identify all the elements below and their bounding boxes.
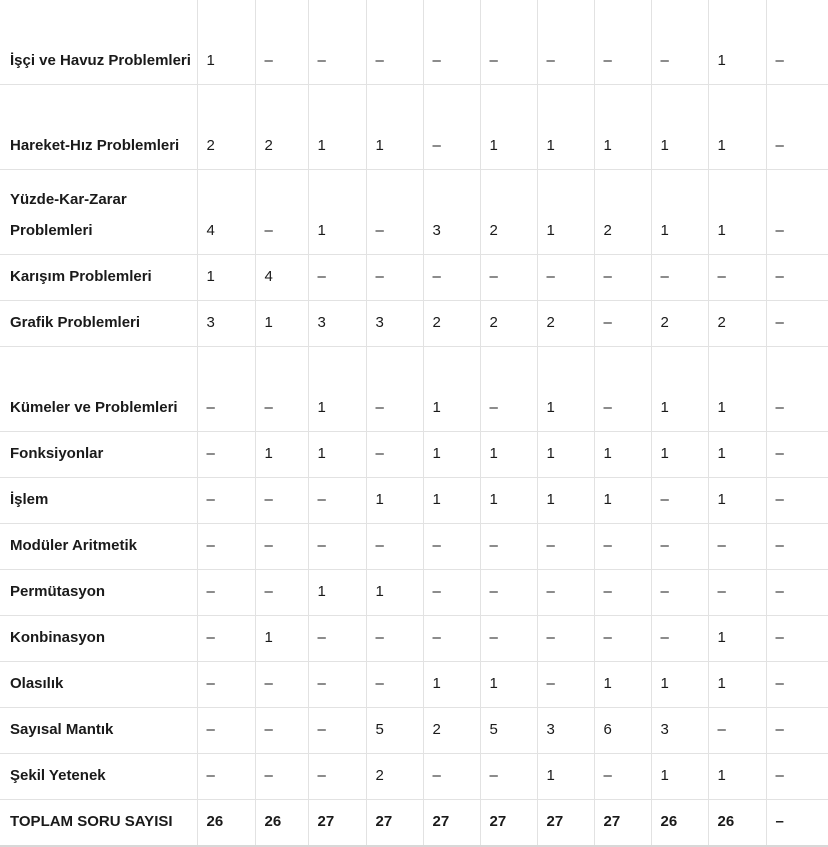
count-cell: – xyxy=(708,708,766,754)
count-cell: 1 xyxy=(594,478,651,524)
count-cell: – xyxy=(423,0,480,85)
count-cell: – xyxy=(255,170,308,255)
count-cell: 4 xyxy=(197,170,255,255)
count-cell: – xyxy=(766,85,828,170)
count-cell: 1 xyxy=(480,662,537,708)
count-cell: – xyxy=(766,570,828,616)
count-cell: – xyxy=(423,616,480,662)
count-cell: – xyxy=(366,255,423,301)
count-cell: 1 xyxy=(537,478,594,524)
count-cell: 1 xyxy=(255,432,308,478)
count-cell: – xyxy=(708,570,766,616)
total-label: TOPLAM SORU SAYISI xyxy=(0,800,197,846)
count-cell: 1 xyxy=(537,85,594,170)
count-cell: 3 xyxy=(423,170,480,255)
total-cell: – xyxy=(766,800,828,846)
count-cell: – xyxy=(255,570,308,616)
count-cell: – xyxy=(594,301,651,347)
count-cell: – xyxy=(255,708,308,754)
count-cell: 1 xyxy=(197,0,255,85)
count-cell: – xyxy=(197,478,255,524)
count-cell: – xyxy=(708,255,766,301)
count-cell: 1 xyxy=(708,478,766,524)
count-cell: – xyxy=(766,478,828,524)
count-cell: 6 xyxy=(594,708,651,754)
count-cell: 2 xyxy=(708,301,766,347)
count-cell: 1 xyxy=(480,432,537,478)
table-row xyxy=(0,432,828,478)
table-row xyxy=(0,754,828,800)
topic-label: Karışım Problemleri xyxy=(0,255,197,301)
count-cell: – xyxy=(255,347,308,432)
count-cell: – xyxy=(766,708,828,754)
count-cell: – xyxy=(308,616,366,662)
count-cell: – xyxy=(366,432,423,478)
table-row xyxy=(0,662,828,708)
count-cell: – xyxy=(366,524,423,570)
count-cell: – xyxy=(651,0,708,85)
count-cell: – xyxy=(766,662,828,708)
count-cell: – xyxy=(594,255,651,301)
count-cell: – xyxy=(766,301,828,347)
table-row xyxy=(0,524,828,570)
count-cell: – xyxy=(537,570,594,616)
count-cell: 1 xyxy=(366,85,423,170)
count-cell: – xyxy=(197,708,255,754)
count-cell: – xyxy=(308,0,366,85)
count-cell: – xyxy=(766,0,828,85)
count-cell: – xyxy=(537,616,594,662)
count-cell: – xyxy=(537,524,594,570)
count-cell: – xyxy=(480,0,537,85)
count-cell: 1 xyxy=(423,478,480,524)
total-cell: 26 xyxy=(255,800,308,846)
count-cell: – xyxy=(594,524,651,570)
count-cell: – xyxy=(651,570,708,616)
count-cell: – xyxy=(366,616,423,662)
count-cell: 3 xyxy=(366,301,423,347)
count-cell: 1 xyxy=(480,478,537,524)
count-cell: – xyxy=(766,754,828,800)
count-cell: – xyxy=(480,347,537,432)
count-cell: 2 xyxy=(594,170,651,255)
count-cell: 1 xyxy=(651,662,708,708)
count-cell: 1 xyxy=(651,170,708,255)
count-cell: – xyxy=(197,432,255,478)
count-cell: 1 xyxy=(594,662,651,708)
count-cell: – xyxy=(480,524,537,570)
count-cell: – xyxy=(651,524,708,570)
topic-label: Modüler Aritmetik xyxy=(0,524,197,570)
count-cell: – xyxy=(537,255,594,301)
count-cell: 1 xyxy=(651,754,708,800)
total-cell: 26 xyxy=(197,800,255,846)
count-cell: 1 xyxy=(423,347,480,432)
count-cell: – xyxy=(594,570,651,616)
count-cell: 2 xyxy=(651,301,708,347)
count-cell: 2 xyxy=(537,301,594,347)
total-cell: 27 xyxy=(594,800,651,846)
count-cell: – xyxy=(537,662,594,708)
count-cell: – xyxy=(366,662,423,708)
count-cell: – xyxy=(197,570,255,616)
count-cell: 1 xyxy=(651,347,708,432)
count-cell: 1 xyxy=(197,255,255,301)
count-cell: – xyxy=(255,662,308,708)
count-cell: – xyxy=(480,570,537,616)
table-row xyxy=(0,616,828,662)
count-cell: 1 xyxy=(537,432,594,478)
count-cell: – xyxy=(651,478,708,524)
topic-label: Permütasyon xyxy=(0,570,197,616)
count-cell: 1 xyxy=(308,570,366,616)
total-row xyxy=(0,800,828,846)
count-cell: 4 xyxy=(255,255,308,301)
topic-label: Konbinasyon xyxy=(0,616,197,662)
count-cell: 1 xyxy=(708,616,766,662)
count-cell: 3 xyxy=(308,301,366,347)
count-cell: – xyxy=(594,0,651,85)
count-cell: – xyxy=(308,255,366,301)
topic-label: Şekil Yetenek xyxy=(0,754,197,800)
table-row xyxy=(0,347,828,432)
count-cell: – xyxy=(651,616,708,662)
count-cell: 1 xyxy=(308,85,366,170)
count-cell: 1 xyxy=(594,432,651,478)
total-cell: 27 xyxy=(423,800,480,846)
total-cell: 27 xyxy=(537,800,594,846)
count-cell: – xyxy=(255,0,308,85)
count-cell: – xyxy=(766,616,828,662)
count-cell: 2 xyxy=(366,754,423,800)
count-cell: 3 xyxy=(537,708,594,754)
count-cell: 1 xyxy=(708,754,766,800)
count-cell: – xyxy=(537,0,594,85)
count-cell: 5 xyxy=(480,708,537,754)
topic-label: Sayısal Mantık xyxy=(0,708,197,754)
count-cell: – xyxy=(766,524,828,570)
topic-label: Olasılık xyxy=(0,662,197,708)
count-cell: 1 xyxy=(594,85,651,170)
count-cell: – xyxy=(708,524,766,570)
total-cell: 27 xyxy=(480,800,537,846)
count-cell: 1 xyxy=(537,347,594,432)
count-cell: – xyxy=(594,347,651,432)
count-cell: – xyxy=(308,754,366,800)
topic-label: Kümeler ve Problemleri xyxy=(0,347,197,432)
table-row xyxy=(0,570,828,616)
count-cell: 1 xyxy=(308,432,366,478)
count-cell: 1 xyxy=(537,754,594,800)
total-cell: 26 xyxy=(708,800,766,846)
table-row xyxy=(0,0,828,85)
total-cell: 27 xyxy=(308,800,366,846)
count-cell: – xyxy=(480,616,537,662)
count-cell: – xyxy=(480,754,537,800)
count-cell: 1 xyxy=(308,347,366,432)
count-cell: 2 xyxy=(423,301,480,347)
count-cell: – xyxy=(197,524,255,570)
topic-label: Hareket-Hız Problemleri xyxy=(0,85,197,170)
count-cell: – xyxy=(594,616,651,662)
count-cell: 1 xyxy=(651,85,708,170)
count-cell: 2 xyxy=(480,170,537,255)
count-cell: 3 xyxy=(197,301,255,347)
topic-label: Fonksiyonlar xyxy=(0,432,197,478)
count-cell: – xyxy=(255,754,308,800)
topic-label: Grafik Problemleri xyxy=(0,301,197,347)
topic-label: İşlem xyxy=(0,478,197,524)
count-cell: – xyxy=(423,85,480,170)
count-cell: 1 xyxy=(255,616,308,662)
table-row xyxy=(0,478,828,524)
count-cell: – xyxy=(366,0,423,85)
count-cell: – xyxy=(651,255,708,301)
total-cell: 26 xyxy=(651,800,708,846)
count-cell: – xyxy=(766,255,828,301)
count-cell: 2 xyxy=(480,301,537,347)
count-cell: – xyxy=(255,524,308,570)
count-cell: 1 xyxy=(651,432,708,478)
count-cell: – xyxy=(480,255,537,301)
count-cell: – xyxy=(423,524,480,570)
count-cell: – xyxy=(308,478,366,524)
count-cell: 1 xyxy=(308,170,366,255)
count-cell: – xyxy=(366,170,423,255)
count-cell: 1 xyxy=(423,662,480,708)
count-cell: 3 xyxy=(651,708,708,754)
count-cell: – xyxy=(766,347,828,432)
count-cell: – xyxy=(255,478,308,524)
count-cell: – xyxy=(423,754,480,800)
count-cell: 1 xyxy=(708,662,766,708)
topic-label: İşçi ve Havuz Problemleri xyxy=(0,0,197,85)
count-cell: 1 xyxy=(708,85,766,170)
count-cell: 2 xyxy=(423,708,480,754)
count-cell: 1 xyxy=(423,432,480,478)
count-cell: – xyxy=(197,616,255,662)
count-cell: – xyxy=(366,347,423,432)
count-cell: 1 xyxy=(708,432,766,478)
count-cell: – xyxy=(594,754,651,800)
count-cell: 1 xyxy=(366,478,423,524)
count-cell: – xyxy=(197,662,255,708)
table-row xyxy=(0,708,828,754)
count-cell: 1 xyxy=(708,0,766,85)
table-row xyxy=(0,255,828,301)
count-cell: – xyxy=(308,662,366,708)
count-cell: 5 xyxy=(366,708,423,754)
count-cell: 1 xyxy=(255,301,308,347)
count-cell: 1 xyxy=(480,85,537,170)
count-cell: 1 xyxy=(708,347,766,432)
count-cell: – xyxy=(766,432,828,478)
count-cell: 1 xyxy=(537,170,594,255)
count-cell: 2 xyxy=(255,85,308,170)
table-row xyxy=(0,170,828,255)
total-cell: 27 xyxy=(366,800,423,846)
count-cell: – xyxy=(423,570,480,616)
count-cell: – xyxy=(308,524,366,570)
count-cell: – xyxy=(197,754,255,800)
count-cell: – xyxy=(766,170,828,255)
table-row xyxy=(0,85,828,170)
table-row xyxy=(0,301,828,347)
count-cell: – xyxy=(423,255,480,301)
count-cell: 1 xyxy=(708,170,766,255)
count-cell: – xyxy=(197,347,255,432)
count-cell: – xyxy=(308,708,366,754)
count-cell: 2 xyxy=(197,85,255,170)
topic-label: Yüzde-Kar-Zarar Problemleri xyxy=(0,170,197,255)
count-cell: 1 xyxy=(366,570,423,616)
